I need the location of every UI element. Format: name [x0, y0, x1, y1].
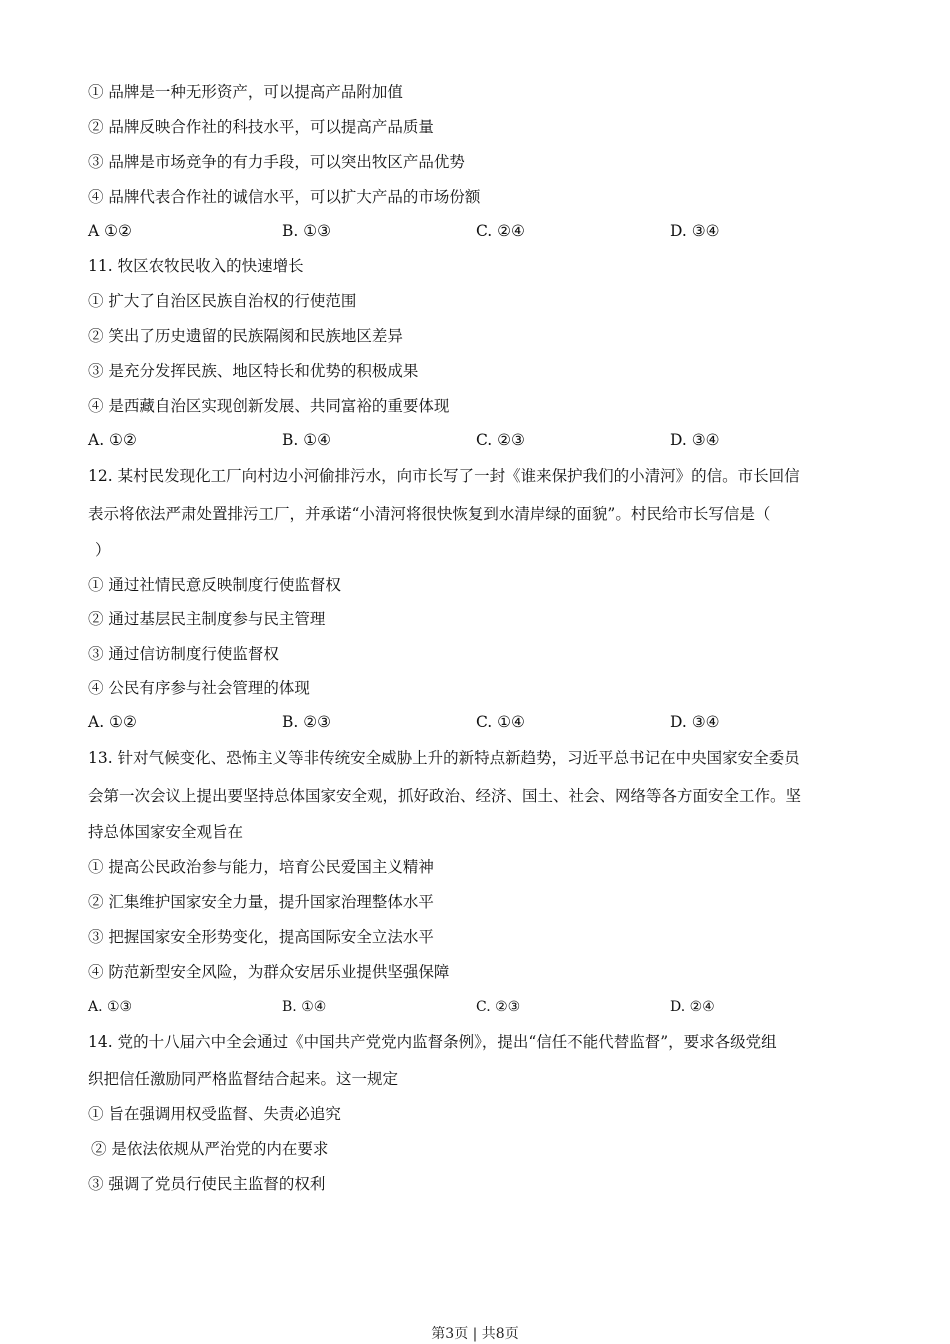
q12-stem-line-3: ）: [95, 541, 111, 559]
q12-statement-1: ① 通过社情民意反映制度行使监督权: [88, 576, 341, 594]
q13-statement-2: ② 汇集维护国家安全力量，提升国家治理整体水平: [88, 893, 434, 911]
q12-stem-line-2: 表示将依法严肃处置排污工厂，并承诺“小清河将很快恢复到水清岸绿的面貌”。村民给市长写信是（: [88, 505, 771, 523]
q12-stem-line-1: 12. 某村民发现化工厂向村边小河偷排污水，向市长写了一封《谁来保护我们的小清河》的信。市长回信: [88, 467, 800, 485]
q13-stem-line-2: 会第一次会议上提出要坚持总体国家安全观，抓好政治、经济、国土、社会、网络等各方面安全工作。坚: [88, 787, 802, 805]
q14-stem-line-1: 14. 党的十八届六中全会通过《中国共产党党内监督条例》，提出“信任不能代替监督”，要求各级党组: [88, 1033, 777, 1051]
q10-statement-2: ② 品牌反映合作社的科技水平，可以提高产品质量: [88, 118, 434, 136]
q14-stem-line-2: 织把信任激励同严格监督结合起来。这一规定: [88, 1070, 399, 1088]
q12-option-b: B. ②③: [282, 713, 332, 731]
q11-option-b: B. ①④: [282, 431, 332, 449]
q13-stem-line-3: 持总体国家安全观旨在: [88, 823, 244, 841]
q13-option-d: D. ②④: [670, 999, 715, 1015]
q11-statement-2: ② 笑出了历史遗留的民族隔阂和民族地区差异: [88, 327, 403, 345]
q10-option-b: B. ①③: [282, 222, 332, 240]
q10-statement-4: ④ 品牌代表合作社的诚信水平，可以扩大产品的市场份额: [88, 188, 481, 206]
q13-option-c: C. ②③: [476, 999, 521, 1015]
q12-statement-2: ② 通过基层民主制度参与民主管理: [88, 610, 326, 628]
q14-statement-2: ② 是依法依规从严治党的内在要求: [91, 1140, 329, 1158]
q10-statement-3: ③ 品牌是市场竞争的有力手段，可以突出牧区产品优势: [88, 153, 465, 171]
page-footer: 第3页 | 共8页: [431, 1326, 519, 1342]
q14-statement-3: ③ 强调了党员行使民主监督的权利: [88, 1175, 326, 1193]
q13-option-a: A. ①③: [88, 999, 133, 1015]
q10-option-a: A ①②: [88, 222, 132, 240]
q13-statement-4: ④ 防范新型安全风险，为群众安居乐业提供坚强保障: [88, 963, 450, 981]
q12-option-a: A. ①②: [88, 713, 137, 731]
q12-option-c: C. ①④: [476, 713, 525, 731]
q11-statement-1: ① 扩大了自治区民族自治权的行使范围: [88, 292, 357, 310]
q12-statement-4: ④ 公民有序参与社会管理的体现: [88, 679, 310, 697]
q11-option-a: A. ①②: [88, 431, 137, 449]
q14-statement-1: ① 旨在强调用权受监督、失责必追究: [88, 1105, 341, 1123]
q10-option-d: D. ③④: [670, 222, 720, 240]
q11-option-c: C. ②③: [476, 431, 525, 449]
q13-stem-line-1: 13. 针对气候变化、恐怖主义等非传统安全威胁上升的新特点新趋势，习近平总书记在中央国家安全委员: [88, 749, 800, 767]
q10-option-c: C. ②④: [476, 222, 525, 240]
q12-statement-3: ③ 通过信访制度行使监督权: [88, 645, 279, 663]
q13-option-b: B. ①④: [282, 999, 327, 1015]
q11-stem: 11. 牧区农牧民收入的快速增长: [88, 257, 304, 275]
q13-statement-3: ③ 把握国家安全形势变化，提高国际安全立法水平: [88, 928, 434, 946]
q12-option-d: D. ③④: [670, 713, 720, 731]
q11-statement-3: ③ 是充分发挥民族、地区特长和优势的积极成果: [88, 362, 419, 380]
q13-statement-1: ① 提高公民政治参与能力，培育公民爱国主义精神: [88, 858, 434, 876]
q11-option-d: D. ③④: [670, 431, 720, 449]
q10-statement-1: ① 品牌是一种无形资产，可以提高产品附加值: [88, 83, 403, 101]
q11-statement-4: ④ 是西藏自治区实现创新发展、共同富裕的重要体现: [88, 397, 450, 415]
